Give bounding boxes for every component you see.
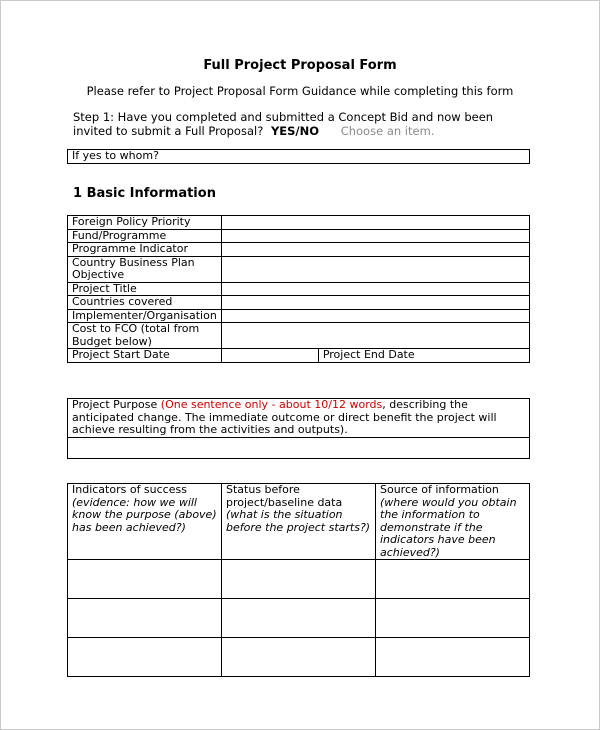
row-label: Foreign Policy Priority	[68, 216, 222, 230]
table-header-row	[68, 484, 530, 560]
row-value-field[interactable]	[221, 229, 529, 243]
table-row	[68, 296, 530, 310]
table-cell[interactable]	[68, 638, 222, 677]
table-cell[interactable]	[376, 560, 530, 599]
step1-question	[73, 110, 533, 138]
project-purpose-text[interactable]	[68, 399, 530, 438]
row-value-field[interactable]	[221, 256, 529, 282]
form-title: Full Project Proposal Form	[203, 58, 397, 73]
row-label: Country Business Plan Objective	[68, 256, 222, 282]
table-row	[68, 282, 530, 296]
guidance-note: Please refer to Project Proposal Form Guidance while completing this form	[86, 84, 514, 98]
row-value-field[interactable]	[221, 216, 529, 230]
section-heading-basic: 1 Basic Information	[73, 186, 216, 201]
header-note: (evidence: how we will know the purpose (above) has been achieved?)	[72, 495, 217, 534]
row-label: Fund/Programme	[68, 229, 222, 243]
row-label: Programme Indicator	[68, 243, 222, 257]
table-row	[68, 323, 530, 349]
row-value-field[interactable]	[221, 296, 529, 310]
header-title: Status before project/baseline data	[226, 483, 343, 509]
header-status-before	[222, 484, 376, 560]
header-title: Source of information	[380, 483, 499, 496]
choose-item-dropdown[interactable]: Choose an item.	[340, 124, 435, 138]
table-row	[68, 638, 530, 677]
row-value-field[interactable]	[221, 323, 529, 349]
table-row	[68, 309, 530, 323]
table-row	[68, 229, 530, 243]
table-row	[68, 599, 530, 638]
row-label: Countries covered	[68, 296, 222, 310]
table-cell[interactable]	[222, 560, 376, 599]
table-row	[68, 216, 530, 230]
step1-text: Step 1: Have you completed and submitted a Concept Bid and now been invited to submit a Full Proposal?	[73, 110, 494, 138]
table-cell[interactable]	[68, 560, 222, 599]
project-purpose-table	[67, 398, 530, 459]
table-row	[68, 243, 530, 257]
header-source	[376, 484, 530, 560]
row-label: Project Title	[68, 282, 222, 296]
start-date-label: Project Start Date	[68, 349, 222, 363]
project-purpose-field[interactable]	[68, 437, 530, 458]
header-note: (where would you obtain the information to demonstrate if the indicators have been achieved?)	[380, 495, 517, 559]
header-note: (what is the situation before the project starts?)	[226, 508, 371, 534]
start-date-field[interactable]	[221, 349, 318, 363]
purpose-instruction: , describing the anticipated change. The immediate outcome or direct benefit the project will achieve resulting from the activities and outputs).	[72, 398, 497, 436]
table-row	[68, 256, 530, 282]
row-label: Implementer/Organisation	[68, 309, 222, 323]
table-cell[interactable]	[376, 638, 530, 677]
table-row	[68, 349, 530, 363]
basic-information-table	[67, 215, 530, 363]
table-cell[interactable]	[68, 599, 222, 638]
header-title: Indicators of success	[72, 483, 187, 496]
row-label: Cost to FCO (total from Budget below)	[68, 323, 222, 349]
indicators-table	[67, 483, 530, 677]
purpose-label: Project Purpose	[72, 398, 158, 411]
end-date-field[interactable]: Project End Date	[318, 349, 529, 363]
row-value-field[interactable]	[221, 243, 529, 257]
header-indicators	[68, 484, 222, 560]
if-yes-table	[67, 149, 530, 164]
if-yes-field[interactable]: If yes to whom?	[68, 150, 530, 164]
table-cell[interactable]	[222, 599, 376, 638]
yes-no-label: YES/NO	[270, 124, 320, 138]
table-row	[68, 560, 530, 599]
row-value-field[interactable]	[221, 282, 529, 296]
table-cell[interactable]	[376, 599, 530, 638]
row-value-field[interactable]	[221, 309, 529, 323]
purpose-instruction-red: (One sentence only - about 10/12 words	[160, 398, 383, 411]
table-cell[interactable]	[222, 638, 376, 677]
